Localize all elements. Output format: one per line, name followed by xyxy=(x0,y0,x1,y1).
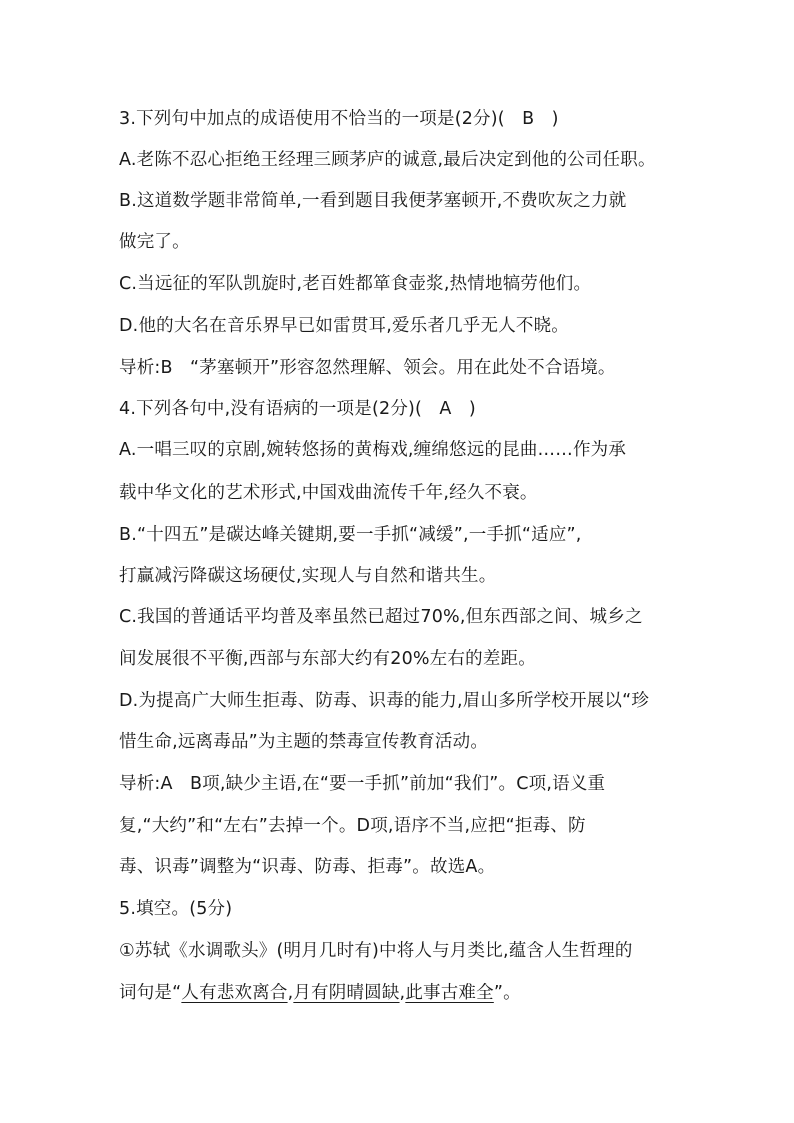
question-5-item-1: ①苏轼《水调歌头》(明月几时有)中将人与月类比,蕴含人生哲理的 xyxy=(119,941,633,961)
answer-blank-2: 月有阴晴圆缺 xyxy=(293,983,400,1003)
answer-prefix: 词句是“ xyxy=(119,983,182,1003)
question-4-option-a: A.一唱三叹的京剧,婉转悠扬的黄梅戏,缠绵悠远的昆曲……作为承 xyxy=(119,440,627,460)
answer-sep-2: , xyxy=(399,983,406,1003)
question-4-option-d-cont: 惜生命,远离毒品”为主题的禁毒宣传教育活动。 xyxy=(119,732,489,752)
answer-blank-1: 人有悲欢离合 xyxy=(181,983,288,1003)
answer-suffix: ”。 xyxy=(493,983,521,1003)
question-3-stem: 3.下列句中加点的成语使用不恰当的一项是(2分)( B ) xyxy=(119,109,559,129)
question-5-stem: 5.填空。(5分) xyxy=(119,899,233,919)
question-4-option-c-cont: 间发展很不平衡,西部与东部大约有20%左右的差距。 xyxy=(119,649,536,669)
question-4-option-b-cont: 打赢减污降碳这场硬仗,实现人与自然和谐共生。 xyxy=(119,566,497,586)
question-3-option-b: B.这道数学题非常简单,一看到题目我便茅塞顿开,不费吹灰之力就 xyxy=(119,191,627,211)
answer-sep-1: , xyxy=(287,983,294,1003)
question-4-option-d: D.为提高广大师生拒毒、防毒、识毒的能力,眉山多所学校开展以“珍 xyxy=(119,691,650,711)
question-3-option-c: C.当远征的军队凯旋时,老百姓都箪食壶浆,热情地犒劳他们。 xyxy=(119,274,592,294)
question-3-analysis: 导析:B “茅塞顿开”形容忽然理解、领会。用在此处不合语境。 xyxy=(119,358,616,378)
question-5-item-1-answer xyxy=(119,981,521,1005)
question-4-analysis: 导析:A B项,缺少主语,在“要一手抓”前加“我们”。C项,语义重 xyxy=(119,774,606,794)
answer-blank-3: 此事古难全 xyxy=(405,983,494,1003)
question-4-analysis-cont-1: 复,“大约”和“左右”去掉一个。D项,语序不当,应把“拒毒、防 xyxy=(119,816,586,836)
question-4-analysis-cont-2: 毒、识毒”调整为“识毒、防毒、拒毒”。故选A。 xyxy=(119,857,496,877)
question-3-option-b-cont: 做完了。 xyxy=(119,232,190,252)
question-3-option-a: A.老陈不忍心拒绝王经理三顾茅庐的诚意,最后决定到他的公司任职。 xyxy=(119,150,656,170)
question-4-option-c: C.我国的普通话平均普及率虽然已超过70%,但东西部之间、城乡之 xyxy=(119,607,643,627)
question-4-option-a-cont: 载中华文化的艺术形式,中国戏曲流传千年,经久不衰。 xyxy=(119,483,538,503)
question-4-option-b: B.“十四五”是碳达峰关键期,要一手抓“减缓”,一手抓“适应”, xyxy=(119,525,582,545)
question-3-option-d: D.他的大名在音乐界早已如雷贯耳,爱乐者几乎无人不晓。 xyxy=(119,316,569,336)
question-4-stem: 4.下列各句中,没有语病的一项是(2分)( A ) xyxy=(119,399,476,419)
